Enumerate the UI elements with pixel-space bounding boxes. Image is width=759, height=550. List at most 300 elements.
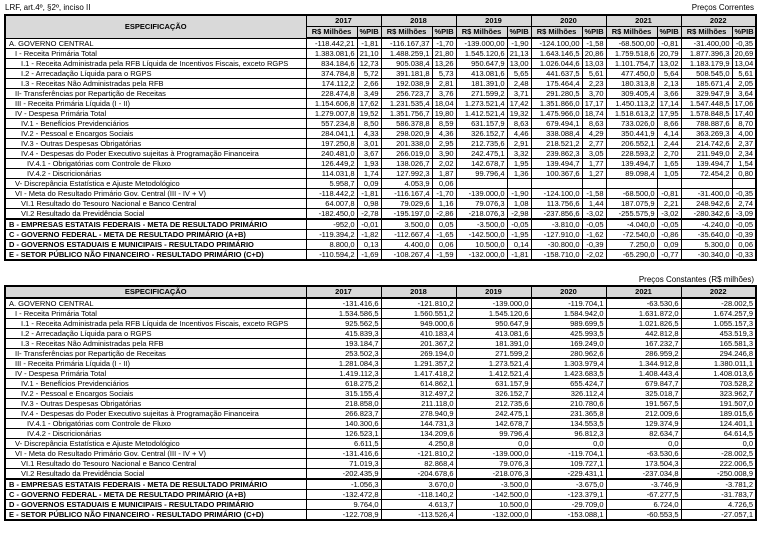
value-cell: 256.723,7 <box>381 89 432 99</box>
current-prices-table-head <box>5 15 756 38</box>
year-header: 2017 <box>306 15 381 27</box>
value-cell: 239.862,3 <box>531 149 582 159</box>
spec-cell: IV.4.2 - Discricionárias <box>5 169 306 179</box>
pib-cell: -1,65 <box>432 230 456 240</box>
pib-cell: 8,50 <box>357 119 381 129</box>
spec-cell: IV.4.2 - Discricionárias <box>5 429 306 439</box>
value-cell: -27.057,1 <box>681 510 756 521</box>
value-cell: -142.500,0 <box>456 230 507 240</box>
pib-cell: -0,35 <box>732 189 756 199</box>
value-cell: 1.412.521,4 <box>456 369 531 379</box>
value-cell: 413.081,6 <box>456 69 507 79</box>
value-cell: -118.140,2 <box>381 490 456 500</box>
pib-cell: -1,69 <box>357 250 381 261</box>
value-cell: 1.154.606,8 <box>306 99 357 109</box>
value-cell: -131.416,6 <box>306 449 381 459</box>
value-cell: -132.472,8 <box>306 490 381 500</box>
pib-cell: 3,66 <box>657 89 681 99</box>
table-row <box>5 369 756 379</box>
spec-cell: IV.3 - Outras Despesas Obrigatórias <box>5 399 306 409</box>
value-cell: 338.088,4 <box>531 129 582 139</box>
value-cell: 1.488.259,1 <box>381 49 432 59</box>
value-cell: -68.500,0 <box>606 189 657 199</box>
value-cell: 631.157,9 <box>456 379 531 389</box>
pib-unit-header: %PIB <box>732 27 756 39</box>
pib-cell: 1,95 <box>507 159 531 169</box>
pib-cell: 20,86 <box>582 49 606 59</box>
spec-cell: A. GOVERNO CENTRAL <box>5 38 306 49</box>
pib-cell: 0,05 <box>432 219 456 230</box>
value-cell: 989.699,5 <box>531 319 606 329</box>
pib-cell: 8,66 <box>657 119 681 129</box>
value-cell: 72.454,2 <box>681 169 732 179</box>
table-row <box>5 59 756 69</box>
pib-cell: -0,81 <box>657 189 681 199</box>
pib-cell: 4,29 <box>582 129 606 139</box>
value-cell: -195.197,0 <box>381 209 432 220</box>
year-header-row <box>5 286 756 298</box>
value-cell: 192.038,9 <box>381 79 432 89</box>
value-cell: 631.157,9 <box>456 119 507 129</box>
pib-cell: 5,64 <box>657 69 681 79</box>
value-cell: 5.958,7 <box>306 179 357 189</box>
table-row <box>5 69 756 79</box>
value-cell: 788.887,6 <box>681 119 732 129</box>
pib-cell: -1,81 <box>357 189 381 199</box>
pib-cell: 2,34 <box>732 149 756 159</box>
value-cell: 89.098,4 <box>606 169 657 179</box>
value-cell: 1.534.586,5 <box>306 309 381 319</box>
pib-cell: 20,79 <box>657 49 681 59</box>
pib-cell: 5,61 <box>582 69 606 79</box>
lrf-reference-label: LRF, art.4º, §2º, inciso II <box>5 3 91 12</box>
pib-cell <box>582 179 606 189</box>
spec-cell: II- Transferências por Repartição de Receitas <box>5 89 306 99</box>
value-cell: 415.839,3 <box>306 329 381 339</box>
value-cell: 1.877.396,3 <box>681 49 732 59</box>
value-cell: 211.949,0 <box>681 149 732 159</box>
value-cell: 181.391,0 <box>456 339 531 349</box>
value-cell: 7.250,0 <box>606 240 657 250</box>
spec-cell: IV - Despesa Primária Total <box>5 369 306 379</box>
value-cell: 1.055.157,3 <box>681 319 756 329</box>
pib-cell: 19,80 <box>432 109 456 119</box>
table-row <box>5 149 756 159</box>
pib-cell: 19,32 <box>507 109 531 119</box>
table-row <box>5 329 756 339</box>
pib-cell: -1,58 <box>582 38 606 49</box>
value-cell: -31.400,0 <box>681 189 732 199</box>
value-cell: 4.400,0 <box>381 240 432 250</box>
spec-cell: B - EMPRESAS ESTATAIS FEDERAIS - META DE RESULTADO PRIMÁRIO <box>5 219 306 230</box>
value-cell: 614.862,1 <box>381 379 456 389</box>
value-cell: 8.800,0 <box>306 240 357 250</box>
value-cell: 1.183.179,9 <box>681 59 732 69</box>
table-row <box>5 179 756 189</box>
value-cell: -121.810,2 <box>381 449 456 459</box>
value-cell: 326.152,7 <box>456 129 507 139</box>
pib-cell: 1,74 <box>357 169 381 179</box>
value-cell: -110.594,2 <box>306 250 357 261</box>
value-cell: 1.450.113,2 <box>606 99 657 109</box>
value-cell: 228.474,8 <box>306 89 357 99</box>
value-cell: 905.038,4 <box>381 59 432 69</box>
constant-prices-label: Preços Constantes (R$ milhões) <box>638 275 754 284</box>
value-cell: 1.408.013,6 <box>681 369 756 379</box>
value-cell: -132.000,0 <box>456 510 531 521</box>
value-cell: -280.342,6 <box>681 209 732 220</box>
value-cell: -142.500,0 <box>456 490 531 500</box>
value-unit-header: R$ Milhões <box>681 27 732 39</box>
value-cell: 1.578.848,5 <box>681 109 732 119</box>
pib-cell: -0,77 <box>657 250 681 261</box>
value-cell: 197.250,8 <box>306 139 357 149</box>
value-cell: 139.494,7 <box>606 159 657 169</box>
pib-cell: -1,59 <box>432 250 456 261</box>
value-cell: 167.232,7 <box>606 339 681 349</box>
value-cell: -112.667,4 <box>381 230 432 240</box>
spec-cell: IV.2 - Pessoal e Encargos Sociais <box>5 129 306 139</box>
value-cell: -250.008,9 <box>681 469 756 480</box>
pib-cell <box>507 179 531 189</box>
pib-cell: 3,01 <box>357 139 381 149</box>
value-cell: 0,0 <box>606 439 681 449</box>
table-row <box>5 379 756 389</box>
value-cell: 4.613,7 <box>381 500 456 510</box>
value-cell: 240.481,0 <box>306 149 357 159</box>
pib-cell: 17,17 <box>582 99 606 109</box>
value-cell: -116.167,4 <box>381 189 432 199</box>
pib-cell: -1,81 <box>357 38 381 49</box>
value-cell: -3.500,0 <box>456 479 531 490</box>
value-cell: -218.076,3 <box>456 209 507 220</box>
value-cell: 174.112,2 <box>306 79 357 89</box>
value-cell: -28.002,5 <box>681 298 756 309</box>
value-cell: 679.494,1 <box>531 119 582 129</box>
pib-cell: 3,71 <box>507 89 531 99</box>
pib-cell: 21,13 <box>507 49 531 59</box>
value-cell: 193.184,7 <box>306 339 381 349</box>
value-cell: 212.009,6 <box>606 409 681 419</box>
pib-cell: 1,27 <box>582 169 606 179</box>
value-cell: 326.152,7 <box>456 389 531 399</box>
table-row <box>5 230 756 240</box>
value-cell: 79.076,3 <box>456 199 507 209</box>
value-cell: 1.303.979,4 <box>531 359 606 369</box>
value-cell: 211.118,0 <box>381 399 456 409</box>
spec-cell: VI - Meta do Resultado Primário Gov. Central (III - IV + V) <box>5 189 306 199</box>
spec-cell: VI.1 Resultado do Tesouro Nacional e Banco Central <box>5 199 306 209</box>
value-cell: 222.006,5 <box>681 459 756 469</box>
pib-cell: -0,39 <box>732 230 756 240</box>
pib-cell: 8,59 <box>432 119 456 129</box>
value-cell: 1.291.357,2 <box>381 359 456 369</box>
pib-cell: 2,44 <box>657 139 681 149</box>
spec-column-header: ESPECIFICAÇÃO <box>5 286 306 298</box>
value-cell: 126.523,1 <box>306 429 381 439</box>
year-header: 2020 <box>531 15 606 27</box>
pib-cell: 1,77 <box>582 159 606 169</box>
spec-cell: IV.1 - Benefícios Previdenciários <box>5 119 306 129</box>
value-cell: -63.530,6 <box>606 298 681 309</box>
table-row <box>5 419 756 429</box>
value-cell: -229.431,1 <box>531 469 606 480</box>
pib-cell: 3,76 <box>432 89 456 99</box>
pib-cell: 21,10 <box>357 49 381 59</box>
pib-cell: 3,49 <box>357 89 381 99</box>
table-row <box>5 500 756 510</box>
value-cell: -127.910,0 <box>531 230 582 240</box>
pib-cell: 1,05 <box>657 169 681 179</box>
pib-cell: 21,80 <box>432 49 456 59</box>
value-cell: -72.540,0 <box>606 230 657 240</box>
value-cell: 1.021.826,5 <box>606 319 681 329</box>
table-row <box>5 389 756 399</box>
value-cell: 1.674.257,9 <box>681 309 756 319</box>
value-cell: 325.018,7 <box>606 389 681 399</box>
pib-cell: 13,03 <box>582 59 606 69</box>
spec-cell: C - GOVERNO FEDERAL - META DE RESULTADO PRIMÁRIO (A+B) <box>5 230 306 240</box>
value-cell: -29.709,0 <box>531 500 606 510</box>
pib-cell: 3,90 <box>432 149 456 159</box>
value-cell: 442.812,8 <box>606 329 681 339</box>
pib-cell: -0,35 <box>732 38 756 49</box>
value-cell: 441.637,5 <box>531 69 582 79</box>
spec-cell: I.1 - Receita Administrada pela RFB Líquida de Incentivos Fiscais, exceto RGPS <box>5 59 306 69</box>
pib-cell: 17,95 <box>657 109 681 119</box>
pib-cell: 4,00 <box>732 129 756 139</box>
pib-cell: -0,05 <box>732 219 756 230</box>
table-row <box>5 139 756 149</box>
value-cell: 212.735,6 <box>456 399 531 409</box>
pib-cell: 18,04 <box>432 99 456 109</box>
value-cell: 10.500,0 <box>456 500 531 510</box>
value-cell: -108.267,4 <box>381 250 432 261</box>
value-cell: 1.518.613,2 <box>606 109 657 119</box>
spec-cell: VI.2 Resultado da Previdência Social <box>5 469 306 480</box>
spec-cell: C - GOVERNO FEDERAL - META DE RESULTADO PRIMÁRIO (A+B) <box>5 490 306 500</box>
pib-cell: 13,04 <box>732 59 756 69</box>
value-cell: 1.547.448,5 <box>681 99 732 109</box>
value-cell: 284.041,1 <box>306 129 357 139</box>
value-cell: 286.959,2 <box>606 349 681 359</box>
value-cell: 139.494,7 <box>531 159 582 169</box>
pib-cell: -3,02 <box>657 209 681 220</box>
spec-cell: IV.1 - Benefícios Previdenciários <box>5 379 306 389</box>
value-cell: -131.416,6 <box>306 298 381 309</box>
constant-prices-table-head <box>5 286 756 298</box>
pib-cell: 2,48 <box>507 79 531 89</box>
value-cell: 9.764,0 <box>306 500 381 510</box>
value-cell: 1.344.912,8 <box>606 359 681 369</box>
spec-cell: I - Receita Primária Total <box>5 49 306 59</box>
pib-cell: 4,33 <box>357 129 381 139</box>
value-cell: 212.735,6 <box>456 139 507 149</box>
spec-cell: I.2 - Arrecadação Líquida para o RGPS <box>5 69 306 79</box>
value-cell: 309.405,4 <box>606 89 657 99</box>
pib-cell: -2,98 <box>507 209 531 220</box>
spec-cell: A. GOVERNO CENTRAL <box>5 298 306 309</box>
value-cell: 1.281.084,3 <box>306 359 381 369</box>
value-cell: -31.400,00 <box>681 38 732 49</box>
value-cell: -118.442,21 <box>306 38 357 49</box>
value-cell: -255.575,9 <box>606 209 657 220</box>
value-cell: 138.026,7 <box>381 159 432 169</box>
pib-cell: -2,86 <box>432 209 456 220</box>
year-header: 2021 <box>606 286 681 298</box>
value-cell: -122.708,9 <box>306 510 381 521</box>
spec-cell: B - EMPRESAS ESTATAIS FEDERAIS - META DE RESULTADO PRIMÁRIO <box>5 479 306 490</box>
value-cell: 703.528,2 <box>681 379 756 389</box>
pib-cell: -0,01 <box>357 219 381 230</box>
pib-cell: 8,63 <box>582 119 606 129</box>
year-header: 2018 <box>381 15 456 27</box>
spec-cell: IV.4 - Despesas do Poder Executivo sujeitas à Programação Financeira <box>5 409 306 419</box>
value-cell: -124.100,0 <box>531 189 582 199</box>
table-row <box>5 240 756 250</box>
value-cell: 1.412.521,4 <box>456 109 507 119</box>
value-cell: 618.275,2 <box>306 379 381 389</box>
value-cell: 142.678,7 <box>456 419 531 429</box>
pib-cell: 0,06 <box>432 240 456 250</box>
pib-cell: 5,61 <box>732 69 756 79</box>
value-cell <box>606 179 657 189</box>
pib-cell: 13,02 <box>657 59 681 69</box>
value-unit-header: R$ Milhões <box>456 27 507 39</box>
table-row <box>5 49 756 59</box>
pib-cell: 2,95 <box>432 139 456 149</box>
value-cell <box>531 179 582 189</box>
pib-cell <box>732 179 756 189</box>
table-row <box>5 79 756 89</box>
value-cell: 949.000,6 <box>381 319 456 329</box>
spec-cell: I.3 - Receitas Não Administradas pela RFB <box>5 79 306 89</box>
table-row <box>5 199 756 209</box>
value-cell: -3.675,0 <box>531 479 606 490</box>
value-cell: 925.562,5 <box>306 319 381 329</box>
table-row <box>5 38 756 49</box>
pib-cell: 2,81 <box>432 79 456 89</box>
pib-cell: -0,05 <box>507 219 531 230</box>
value-cell: 185.671,4 <box>681 79 732 89</box>
value-cell: 410.183,4 <box>381 329 456 339</box>
pib-cell: 1,08 <box>507 199 531 209</box>
value-cell: 1.408.443,4 <box>606 369 681 379</box>
spec-cell: D - GOVERNOS ESTADUAIS E MUNICIPAIS - RESULTADO PRIMÁRIO <box>5 500 306 510</box>
value-cell: 10.500,0 <box>456 240 507 250</box>
spec-cell: IV.4.1 - Obrigatórias com Controle de Fluxo <box>5 159 306 169</box>
value-cell: 114.031,8 <box>306 169 357 179</box>
pib-cell: 0,06 <box>732 240 756 250</box>
pib-cell: 5,73 <box>432 69 456 79</box>
table-row <box>5 119 756 129</box>
value-cell: 64.614,5 <box>681 429 756 439</box>
value-cell: 1.273.521,4 <box>456 359 531 369</box>
value-cell: 99.796,4 <box>456 169 507 179</box>
value-cell: 1.631.872,0 <box>606 309 681 319</box>
value-cell: -28.002,5 <box>681 449 756 459</box>
value-cell: 4.250,8 <box>381 439 456 449</box>
value-cell: 298.020,9 <box>381 129 432 139</box>
pib-cell: -0,33 <box>732 250 756 261</box>
value-cell: 323.962,7 <box>681 389 756 399</box>
pib-cell: 0,98 <box>357 199 381 209</box>
value-cell: 201.367,2 <box>381 339 456 349</box>
value-cell: 1.351.866,0 <box>531 99 582 109</box>
year-header: 2022 <box>681 15 756 27</box>
table-row <box>5 250 756 261</box>
table-row <box>5 409 756 419</box>
value-cell: 391.181,8 <box>381 69 432 79</box>
spec-cell: I.1 - Receita Administrada pela RFB Líquida de Incentivos Fiscais, exceto RGPS <box>5 319 306 329</box>
pib-cell: 1,87 <box>432 169 456 179</box>
pib-cell: 4,14 <box>657 129 681 139</box>
value-cell: -35.640,0 <box>681 230 732 240</box>
pib-cell: -0,05 <box>657 219 681 230</box>
table-row <box>5 209 756 220</box>
value-cell: 586.378,8 <box>381 119 432 129</box>
value-cell: 950.647,9 <box>456 59 507 69</box>
spec-cell: VI.2 Resultado da Previdência Social <box>5 209 306 220</box>
pib-cell: 17,06 <box>732 99 756 109</box>
value-cell: 1.279.007,8 <box>306 109 357 119</box>
pib-cell: -1,58 <box>582 189 606 199</box>
value-cell: 127.992,3 <box>381 169 432 179</box>
value-cell: -139.000,00 <box>456 38 507 49</box>
spec-cell: IV.3 - Outras Despesas Obrigatórias <box>5 139 306 149</box>
table-row <box>5 469 756 480</box>
pib-unit-header: %PIB <box>657 27 681 39</box>
value-cell: -1.056,3 <box>306 479 381 490</box>
table-row <box>5 309 756 319</box>
value-cell: 139.494,7 <box>681 159 732 169</box>
value-cell: 291.280,5 <box>531 89 582 99</box>
pib-cell: -1,70 <box>432 38 456 49</box>
spec-cell: I.3 - Receitas Não Administradas pela RFB <box>5 339 306 349</box>
pib-cell: 3,05 <box>582 149 606 159</box>
value-unit-header: R$ Milhões <box>306 27 357 39</box>
year-header: 2019 <box>456 15 531 27</box>
value-cell: -952,0 <box>306 219 357 230</box>
value-cell: 1.351.756,7 <box>381 109 432 119</box>
pib-cell: 18,74 <box>582 109 606 119</box>
spec-cell: I - Receita Primária Total <box>5 309 306 319</box>
value-cell: 134.209,6 <box>381 429 456 439</box>
value-cell: 6.724,0 <box>606 500 681 510</box>
value-cell: -4.240,0 <box>681 219 732 230</box>
table-row <box>5 449 756 459</box>
value-cell: 326.112,4 <box>531 389 606 399</box>
value-cell: -202.435,9 <box>306 469 381 480</box>
pib-cell: 0,09 <box>657 240 681 250</box>
value-cell: 113.756,6 <box>531 199 582 209</box>
pib-cell: 2,77 <box>582 139 606 149</box>
value-cell <box>456 179 507 189</box>
value-cell: -30.340,0 <box>681 250 732 261</box>
pib-cell <box>657 179 681 189</box>
value-cell: 3.670,0 <box>381 479 456 490</box>
value-cell: 100.367,6 <box>531 169 582 179</box>
value-cell: 1.759.518,6 <box>606 49 657 59</box>
value-cell: 82.868,4 <box>381 459 456 469</box>
pib-cell: -3,09 <box>732 209 756 220</box>
value-cell: 191.567,5 <box>606 399 681 409</box>
value-cell: 1.417.418,2 <box>381 369 456 379</box>
table-row <box>5 429 756 439</box>
value-unit-header: R$ Milhões <box>381 27 432 39</box>
value-cell: 71.019,3 <box>306 459 381 469</box>
value-cell: -237.034,8 <box>606 469 681 480</box>
